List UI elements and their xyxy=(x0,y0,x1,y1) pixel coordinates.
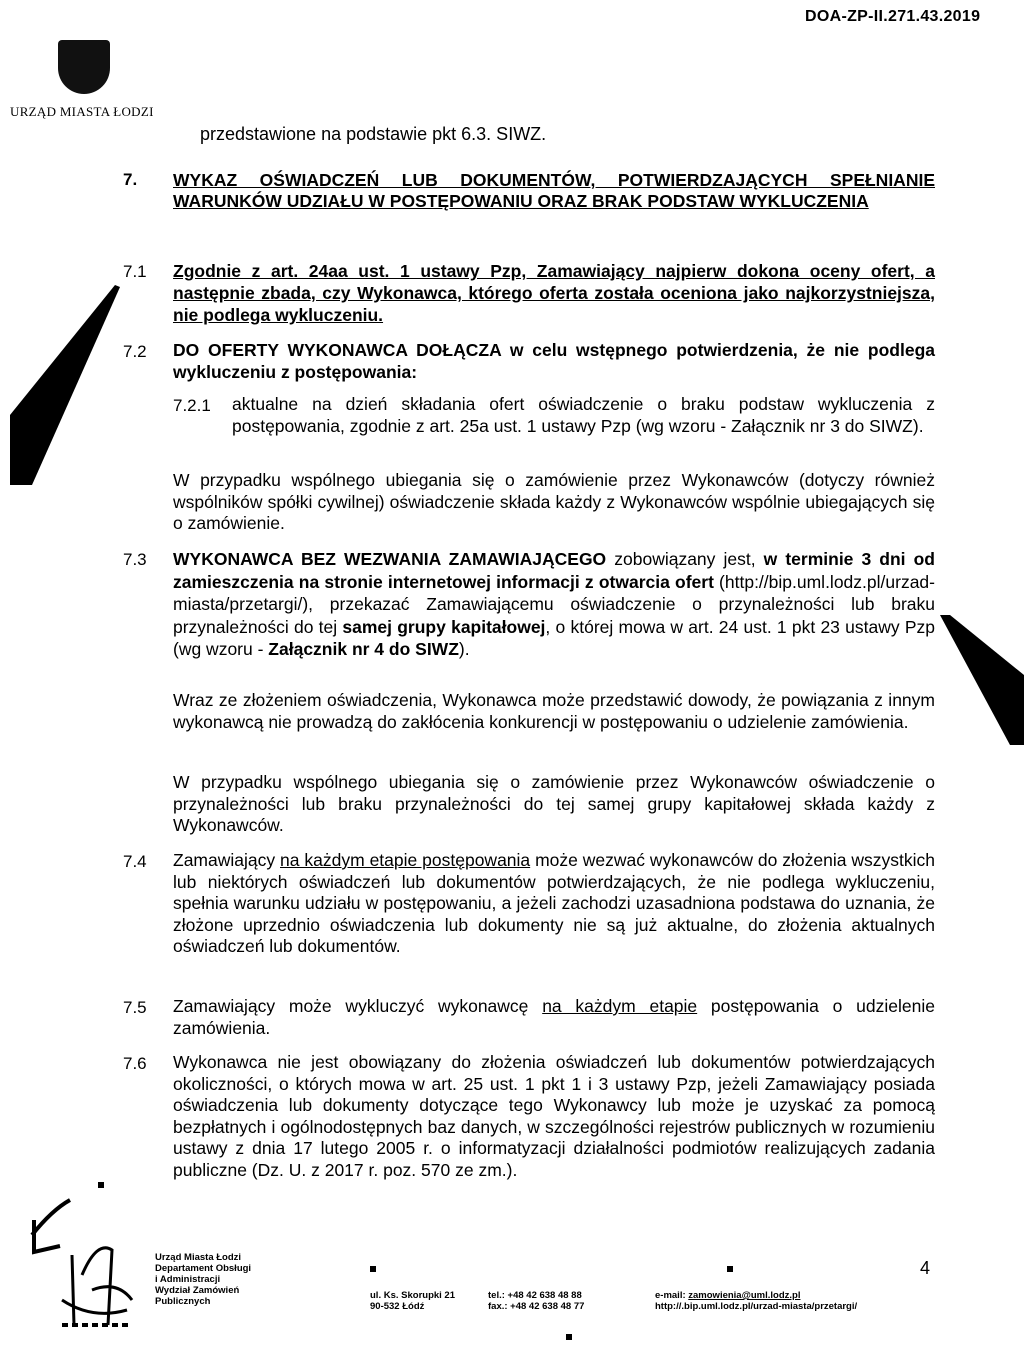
intro-line: przedstawione na podstawie pkt 6.3. SIWZ. xyxy=(200,124,547,144)
footer-dept-line: Wydział Zamówień xyxy=(155,1285,240,1296)
footer-email-line xyxy=(655,1290,857,1301)
footer-url-link[interactable]: http://.bip.uml.lodz.pl/urzad-miasta/przetargi/ xyxy=(655,1301,858,1312)
city-crest-icon xyxy=(58,40,110,94)
handwritten-initials xyxy=(22,1180,142,1330)
item-number-7-1: 7.1 xyxy=(123,262,147,281)
item-7-3-paragraph-2: W przypadku wspólnego ubiegania się o zamówienie przez Wykonawców oświadczenie o przynależności lub braku przynależności do tej samej grupy kapitałowej składa każdy z Wykonawców. xyxy=(173,772,935,835)
item-number-7-6: 7.6 xyxy=(123,1054,147,1073)
footer-address-line: 90-532 Łódź xyxy=(370,1301,425,1312)
footer-dept-line: Urząd Miasta Łodzi xyxy=(155,1252,242,1263)
footer-fax: fax.: +48 42 638 48 77 xyxy=(488,1301,585,1312)
section-title: WYKAZ OŚWIADCZEŃ LUB DOKUMENTÓW, POTWIERDZAJĄCYCH SPEŁNIANIE WARUNKÓW UDZIAŁU W POSTĘPOWANIU ORAZ BRAK PODSTAW WYKLUCZENIA xyxy=(173,170,935,211)
item-7-5-part1: Zamawiający może wykluczyć wykonawcę xyxy=(173,996,543,1016)
item-7-4-underlined: na każdym etapie postępowania xyxy=(280,850,531,870)
scan-edge-mark-right xyxy=(940,615,1024,745)
item-number-7-2: 7.2 xyxy=(123,342,147,361)
item-7-4-part1: Zamawiający xyxy=(173,850,281,870)
item-7-6-text: Wykonawca nie jest obowiązany do złożenia oświadczeń lub dokumentów potwierdzających okoliczności, o których mowa w art. 25 ust. 1 pkt 1 i 3 ustawy Pzp, jeżeli Zamawiający posiada oświadczenia lub dokumenty dotyczące tego Wykonawcy lub może je uzyskać za pomocą bezpłatnych i ogólnodostępnych baz danych, w szczególności rejestrów publicznych w rozumieniu ustawy z dnia 17 lutego 2005 r. o informatyzacji działalności podmiotów realizujących zadania publiczne (Dz. U. z 2017 r. poz. 570 ze zm.). xyxy=(173,1052,935,1180)
scan-edge-mark-left xyxy=(10,285,120,485)
item-7-3-deadline: w terminie 3 dni od zamieszczenia na stronie internetowej informacji z otwarcia ofert xyxy=(173,549,935,592)
item-number-7-3: 7.3 xyxy=(123,550,147,569)
item-number-7-4: 7.4 xyxy=(123,852,147,871)
footer-phone: tel.: +48 42 638 48 88 xyxy=(488,1290,582,1301)
footer-email-link[interactable]: zamowienia@uml.lodz.pl xyxy=(688,1290,801,1301)
item-7-4-text xyxy=(173,850,935,958)
item-7-2-text: DO OFERTY WYKONAWCA DOŁĄCZA w celu wstępnego potwierdzenia, że nie podlega wykluczeniu z postępowania: xyxy=(173,340,935,382)
item-7-5-underlined: na każdym etapie xyxy=(542,996,698,1016)
footer-address-line: ul. Ks. Skorupki 21 xyxy=(370,1290,455,1301)
footer-email-label: e-mail: xyxy=(655,1290,689,1301)
footer-contact xyxy=(655,1290,857,1312)
item-7-3-part6: , o której mowa w art. 24 ust. 1 pkt 23 ustawy Pzp (wg wzoru - xyxy=(173,616,935,659)
item-7-3-part2: zobowiązany jest, xyxy=(606,549,764,569)
item-7-4-part3: może wezwać wykonawców do złożenia wszystkich lub niektórych oświadczeń lub dokumentów potwierdzających, że nie podlega wykluczeniu, spełnia warunku udziału w postępowaniu, a jeżeli zachodzi uzasadniona podstawa do uznania, że złożone uprzednio oświadczenia lub dokumenty nie są już aktualne, do złożenia aktualnych oświadczeń lub dokumentów. xyxy=(173,850,935,956)
footer-dept-line: i Administracji xyxy=(155,1274,221,1285)
item-7-5-text xyxy=(173,996,935,1039)
item-7-3-part8: ). xyxy=(458,639,470,659)
scan-dot xyxy=(566,1334,572,1340)
item-7-3-annex: Załącznik nr 4 do SIWZ xyxy=(268,639,459,659)
item-7-3-paragraph-1: Wraz ze złożeniem oświadczenia, Wykonawca może przedstawić dowody, że powiązania z innym wykonawcą nie prowadzą do zakłócenia konkurencji w postępowaniu o udzielenie zamówienia. xyxy=(173,690,935,732)
document-number: DOA-ZP-II.271.43.2019 xyxy=(805,8,981,25)
page-number: 4 xyxy=(920,1258,931,1278)
footer-dept-line: Publicznych xyxy=(155,1296,211,1307)
item-7-3-lead: WYKONAWCA BEZ WEZWANIA ZAMAWIAJĄCEGO xyxy=(173,549,607,569)
item-7-1-text: Zgodnie z art. 24aa ust. 1 ustawy Pzp, Zamawiający najpierw dokona oceny ofert, a następnie zbada, czy Wykonawca, którego oferta została oceniona jako najkorzystniejsza, nie podlega wykluczeniu. xyxy=(173,261,935,325)
scan-dot xyxy=(727,1266,733,1272)
item-7-3-capital-group: samej grupy kapitałowej xyxy=(342,616,546,637)
footer-phones xyxy=(488,1290,584,1312)
item-7-5-part3: postępowania o udzielenie zamówienia. xyxy=(173,996,935,1038)
section-number: 7. xyxy=(123,170,138,189)
footer-department xyxy=(155,1252,251,1307)
scan-dot xyxy=(98,1182,104,1188)
item-number-7-2-1: 7.2.1 xyxy=(173,396,211,415)
item-7-3-text xyxy=(173,548,935,661)
item-7-3-part4: (http://bip.uml.lodz.pl/urzad-miasta/przetargi/), przekazać Zamawiającemu oświadczenie o przynależności lub braku przynależności do tej xyxy=(173,571,935,637)
item-number-7-5: 7.5 xyxy=(123,998,147,1017)
footer-address xyxy=(370,1290,455,1312)
scan-dot xyxy=(370,1266,376,1272)
footer-dept-line: Departament Obsługi xyxy=(155,1263,252,1274)
item-7-2-paragraph: W przypadku wspólnego ubiegania się o zamówienie przez Wykonawców (dotyczy również wspólników spółki cywilnej) oświadczenie składa każdy z Wykonawców wspólnie ubiegających się o zamówienie. xyxy=(173,470,935,533)
office-label: URZĄD MIASTA ŁODZI xyxy=(10,104,154,119)
item-7-2-1-text: aktualne na dzień składania ofert oświadczenie o braku podstaw wykluczenia z postępowania, zgodnie z art. 25a ust. 1 ustawy Pzp (wg wzoru - Załącznik nr 3 do SIWZ). xyxy=(232,394,935,436)
